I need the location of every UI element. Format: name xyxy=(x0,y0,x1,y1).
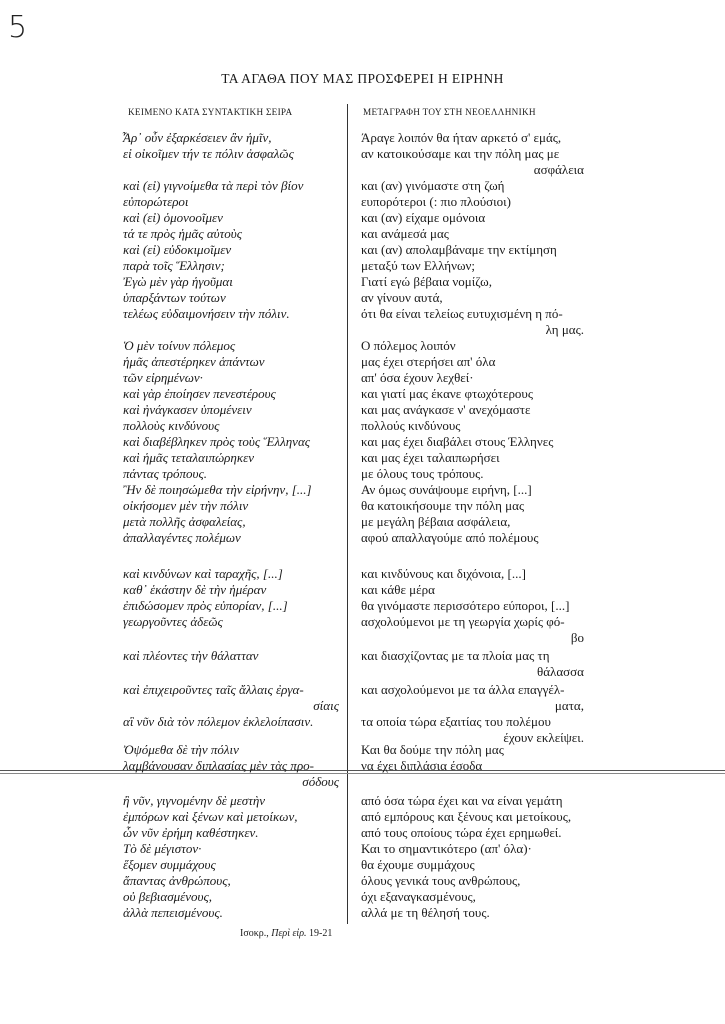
greek-line: καὶ κινδύνων καὶ ταραχῆς, [...] xyxy=(123,566,283,581)
greek-line: καὶ πλέοντες τὴν θάλατταν xyxy=(123,648,259,663)
translation-line: αφού απαλλαγούμε από πολέμους xyxy=(361,530,539,545)
translation-line: Αν όμως συνάψουμε ειρήνη, [...] xyxy=(361,482,532,497)
translation-line-continuation: έχουν εκλείψει. xyxy=(503,730,584,745)
source-author: Ισοκρ., xyxy=(240,928,269,939)
translation-line: τα οποία τώρα εξαιτίας του πολέμου xyxy=(361,714,551,729)
source-reference: 19-21 xyxy=(309,928,333,939)
column-header-original: ΚΕΙΜΕΝΟ ΚΑΤΑ ΣΥΝΤΑΚΤΙΚΗ ΣΕΙΡΑ xyxy=(128,107,293,117)
translation-line-continuation: λη μας. xyxy=(545,322,584,337)
translation-line: Ο πόλεμος λοιπόν xyxy=(361,338,456,353)
greek-line: Τὸ δὲ μέγιστον· xyxy=(123,841,202,856)
translation-line: μας έχει στερήσει απ' όλα xyxy=(361,354,496,369)
translation-line: και κάθε μέρα xyxy=(361,582,435,597)
translation-line: αν κατοικούσαμε και την πόλη μας με xyxy=(361,146,560,161)
greek-line: καὶ (εἰ) ὁμονοοῖμεν xyxy=(123,210,223,225)
translation-line: να έχει διπλάσια έσοδα xyxy=(361,758,483,773)
greek-line-continuation: σόδους xyxy=(302,774,339,789)
translation-line-continuation: ασφάλεια xyxy=(533,162,584,177)
horizontal-rule-second xyxy=(0,773,725,774)
translation-line: και ανάμεσά μας xyxy=(361,226,449,241)
translation-line: όλους γενικά τους ανθρώπους, xyxy=(361,873,521,888)
greek-line: αἳ νῦν διὰ τὸν πόλεμον ἐκλελοίπασιν. xyxy=(123,714,314,729)
greek-line: παρὰ τοῖς Ἕλλησιν; xyxy=(123,258,225,273)
translation-line: και μας ανάγκασε ν' ανεχόμαστε xyxy=(361,402,531,417)
greek-line: πολλοὺς κινδύνους xyxy=(123,418,220,433)
translation-line: και (αν) απολαμβάναμε την εκτίμηση xyxy=(361,242,557,257)
translation-line: Γιατί εγώ βέβαια νομίζω, xyxy=(361,274,492,289)
translation-line: αν γίνουν αυτά, xyxy=(361,290,443,305)
greek-line: ἐπιδώσομεν πρὸς εὐπορίαν, [...] xyxy=(123,598,288,613)
greek-line: Ὀψόμεθα δὲ τὴν πόλιν xyxy=(123,742,239,757)
translation-line-continuation: ματα, xyxy=(554,698,584,713)
column-divider xyxy=(347,104,348,924)
translation-line: ευπορότεροι (: πιο πλούσιοι) xyxy=(361,194,512,209)
translation-line: μεταξύ των Ελλήνων; xyxy=(361,258,476,273)
translation-line: και (αν) γινόμαστε στη ζωή xyxy=(361,178,505,193)
translation-line: με όλους τους τρόπους. xyxy=(361,466,484,481)
greek-line: πάντας τρόπους. xyxy=(123,466,208,481)
greek-line: καθ᾽ ἑκάστην δὲ τὴν ἡμέραν xyxy=(123,582,267,597)
translation-line: αλλά με τη θέλησή τους. xyxy=(361,905,490,920)
greek-line: ἀπαλλαγέντες πολέμων xyxy=(123,530,241,545)
translation-line: από όσα τώρα έχει και να είναι γεμάτη xyxy=(361,793,563,808)
greek-line: τά τε πρὸς ἡμᾶς αὐτοὺς xyxy=(123,226,243,241)
translation-line: και ασχολούμενοι με τα άλλα επαγγέλ- xyxy=(361,682,565,697)
greek-line: ἀλλὰ πεπεισμένους. xyxy=(123,905,223,920)
greek-line: εὐπορώτεροι xyxy=(123,194,189,209)
greek-line: καὶ ἡμᾶς τεταλαιπώρηκεν xyxy=(123,450,254,465)
translation-line: θα έχουμε συμμάχους xyxy=(361,857,475,872)
greek-line: καὶ (εἰ) γιγνοίμεθα τὰ περὶ τὸν βίον xyxy=(123,178,304,193)
translation-line: ότι θα είναι τελείως ευτυχισμένη η πό- xyxy=(361,306,563,321)
greek-line: λαμβάνουσαν διπλασίας μὲν τὰς προ- xyxy=(123,758,315,773)
greek-line: Ἢν δὲ ποιησώμεθα τὴν εἰρήνην, [...] xyxy=(123,482,312,497)
greek-line: ὧν νῦν ἐρήμη καθέστηκεν. xyxy=(123,825,259,840)
greek-line: μετὰ πολλῆς ἀσφαλείας, xyxy=(123,514,246,529)
greek-line: καὶ ἐπιχειροῦντες ταῖς ἄλλαις ἐργα- xyxy=(123,682,304,697)
translation-line: με μεγάλη βέβαια ασφάλεια, xyxy=(361,514,511,529)
greek-line: ἕξομεν συμμάχους xyxy=(123,857,216,872)
translation-line: Άραγε λοιπόν θα ήταν αρκετό σ' εμάς, xyxy=(361,130,562,145)
column-header-translation: ΜΕΤΑΓΡΑΦΗ ΤΟΥ ΣΤΗ ΝΕΟΕΛΛΗΝΙΚΗ xyxy=(363,107,536,117)
translation-line: απ' όσα έχουν λεχθεί· xyxy=(361,370,474,385)
translation-line: και μας έχει ταλαιπωρήσει xyxy=(361,450,500,465)
translation-line: και (αν) είχαμε ομόνοια xyxy=(361,210,486,225)
greek-line: καὶ γὰρ ἐποίησεν πενεστέρους xyxy=(123,386,276,401)
translation-line: και διασχίζοντας με τα πλοία μας τη xyxy=(361,648,550,663)
greek-line: τελέως εὐδαιμονήσειν τὴν πόλιν. xyxy=(123,306,290,321)
translation-line-continuation: βο xyxy=(570,630,584,645)
greek-line: οὐ βεβιασμένους, xyxy=(123,889,213,904)
greek-line: Ἆρ᾽ οὖν ἐξαρκέσειεν ἂν ἡμῖν, xyxy=(123,130,272,145)
page-title: ΤΑ ΑΓΑΘΑ ΠΟΥ ΜΑΣ ΠΡΟΣΦΕΡΕΙ Η ΕΙΡΗΝΗ xyxy=(221,71,504,86)
page-number: 5 xyxy=(8,10,28,45)
translation-line: και μας έχει διαβάλει στους Έλληνες xyxy=(361,434,554,449)
translation-line: όχι εξαναγκασμένους, xyxy=(361,889,476,904)
greek-line: εἰ οἰκοῖμεν τήν τε πόλιν ἀσφαλῶς xyxy=(123,146,294,161)
translation-line: θα γινόμαστε περισσότερο εύποροι, [...] xyxy=(361,598,570,613)
source-work: Περὶ εἰρ. xyxy=(271,928,307,939)
translation-line: και κινδύνους και διχόνοια, [...] xyxy=(361,566,526,581)
greek-line: Ἐγὼ μὲν γὰρ ἡγοῦμαι xyxy=(123,274,233,289)
greek-line: Ὁ μὲν τοίνυν πόλεμος xyxy=(123,338,236,353)
translation-line: και γιατί μας έκανε φτωχότερους xyxy=(361,386,534,401)
greek-line: τῶν εἰρημένων· xyxy=(123,370,203,385)
source-citation xyxy=(240,928,332,939)
greek-line: ὑπαρξάντων τούτων xyxy=(123,290,226,305)
greek-line: καὶ (εἰ) εὐδοκιμοῖμεν xyxy=(123,242,232,257)
greek-line: ἐμπόρων καὶ ξένων καὶ μετοίκων, xyxy=(123,809,298,824)
greek-line: καὶ ἠνάγκασεν ὑπομένειν xyxy=(123,402,252,417)
greek-line: γεωργοῦντες ἀδεῶς xyxy=(123,614,223,629)
translation-line: Και θα δούμε την πόλη μας xyxy=(361,742,504,757)
translation-line: από τους οποίους τώρα έχει ερημωθεί. xyxy=(361,825,562,840)
greek-line: ἡμᾶς ἀπεστέρηκεν ἁπάντων xyxy=(123,354,265,369)
translation-line: θα κατοικήσουμε την πόλη μας xyxy=(361,498,525,513)
translation-line: από εμπόρους και ξένους και μετοίκους, xyxy=(361,809,572,824)
greek-line-continuation: σίαις xyxy=(313,698,339,713)
greek-line: ἅπαντας ἀνθρώπους, xyxy=(123,873,231,888)
translation-line: ασχολούμενοι με τη γεωργία χωρίς φό- xyxy=(361,614,565,629)
greek-line: καὶ διαβέβληκεν πρὸς τοὺς Ἕλληνας xyxy=(123,434,311,449)
greek-line: οἰκήσομεν μὲν τὴν πόλιν xyxy=(123,498,249,513)
translation-line: πολλούς κινδύνους xyxy=(361,418,461,433)
translation-line-continuation: θάλασσα xyxy=(537,664,584,679)
translation-line: Και το σημαντικότερο (απ' όλα)· xyxy=(361,841,532,856)
greek-line: ἢ νῦν, γιγνομένην δὲ μεστὴν xyxy=(123,793,266,808)
